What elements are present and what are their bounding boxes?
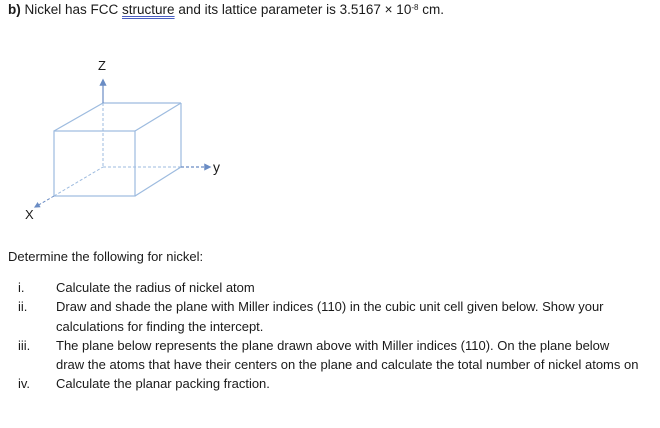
x-axis-label: X	[25, 207, 34, 222]
question-text: The plane below represents the plane drawn above with Miller indices (110). On the plane below draw the atoms that have their centers on the plane and calculate the total number of nickel atoms on	[56, 337, 639, 373]
cube-hidden-edges	[103, 103, 181, 167]
heading-text-after: and its lattice parameter is 3.5167 × 10	[174, 2, 412, 17]
heading-text-before: Nickel has FCC	[20, 2, 123, 17]
z-axis-label: Z	[98, 58, 106, 73]
exponent: -8	[411, 3, 419, 12]
question-prompt: Determine the following for nickel:	[8, 249, 204, 264]
cube-depth-edges	[54, 103, 181, 196]
y-axis-label: y	[213, 159, 220, 175]
question-text: Calculate the radius of nickel atom	[56, 280, 255, 295]
question-list	[0, 278, 660, 394]
cube-back-face	[103, 103, 181, 167]
question-item	[0, 336, 660, 375]
question-text: Calculate the planar packing fraction.	[56, 376, 270, 392]
question-item	[0, 297, 660, 336]
question-text: Draw and shade the plane with Miller indices (110) in the cubic unit cell given below. Show your calculations for finding the intercept.	[56, 299, 604, 334]
question-item	[0, 278, 660, 297]
question-number: i.	[18, 280, 25, 295]
unit: cm.	[418, 2, 444, 17]
x-axis	[35, 196, 54, 207]
cube-front-face	[54, 131, 135, 196]
question-number: iv.	[18, 376, 31, 392]
question-item	[0, 374, 660, 393]
cube-depth-edge-hidden	[54, 167, 103, 196]
part-label: b)	[8, 2, 21, 17]
structure-word: structure	[122, 2, 175, 17]
question-number: ii.	[18, 299, 28, 315]
question-number: iii.	[18, 337, 31, 353]
